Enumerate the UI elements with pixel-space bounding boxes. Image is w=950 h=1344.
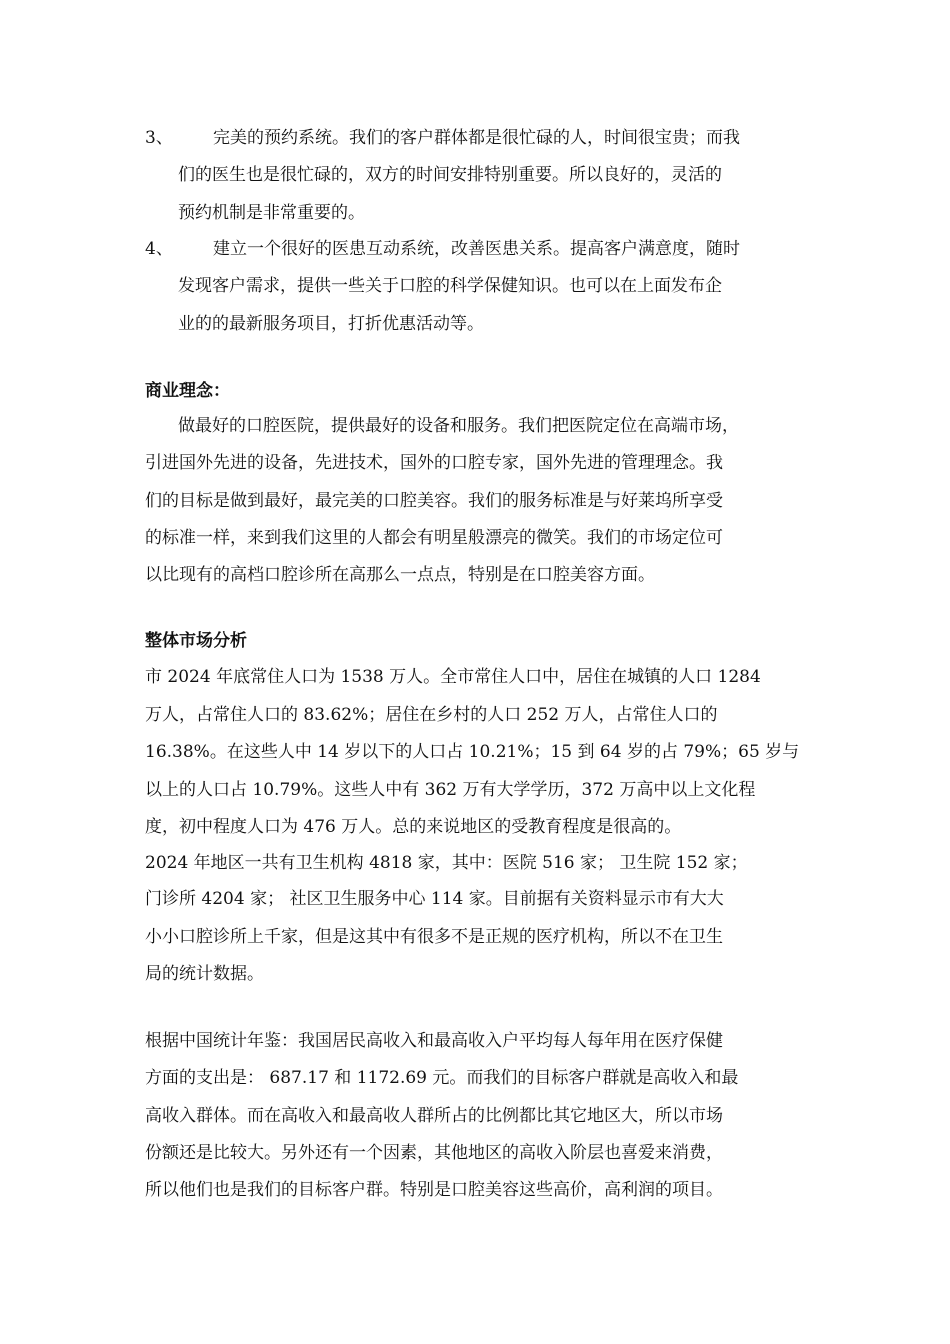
stats-line-4: 份额还是比较大。另外还有一个因素，其他地区的高收入阶层也喜爱来消费，	[145, 1143, 723, 1163]
market-line-1: 市 2024 年底常住人口为 1538 万人。全市常住人口中，居住在城镇的人口 1284	[145, 667, 761, 687]
list-item-3-line-3: 预约机制是非常重要的。	[178, 203, 365, 223]
list-number-4: 4、	[145, 239, 173, 259]
list-number-3: 3、	[145, 128, 173, 148]
market-line-7: 门诊所 4204 家； 社区卫生服务中心 114 家。目前据有关资料显示市有大大	[145, 889, 724, 909]
market-line-8: 小小口腔诊所上千家，但是这其中有很多不是正规的医疗机构，所以不在卫生	[145, 927, 723, 947]
market-line-9: 局的统计数据。	[145, 964, 264, 984]
stats-line-3: 高收入群体。而在高收入和最高收人群所占的比例都比其它地区大，所以市场	[145, 1106, 723, 1126]
market-line-4: 以上的人口占 10.79%。这些人中有 362 万有大学学历，372 万高中以上文化程	[145, 780, 756, 800]
list-item-4-line-1: 建立一个很好的医患互动系统，改善医患关系。提高客户满意度，随时	[213, 239, 740, 259]
business-line-1: 做最好的口腔医院，提供最好的设备和服务。我们把医院定位在高端市场，	[178, 416, 739, 436]
market-line-6: 2024 年地区一共有卫生机构 4818 家，其中：医院 516 家； 卫生院 152 家；	[145, 853, 748, 873]
business-line-2: 引进国外先进的设备，先进技术，国外的口腔专家，国外先进的管理理念。我	[145, 453, 723, 473]
list-item-3-line-2: 们的医生也是很忙碌的，双方的时间安排特别重要。所以良好的，灵活的	[178, 165, 722, 185]
business-line-4: 的标准一样，来到我们这里的人都会有明星般漂亮的微笑。我们的市场定位可	[145, 528, 723, 548]
stats-line-1: 根据中国统计年鉴：我国居民高收入和最高收入户平均每人每年用在医疗保健	[145, 1031, 723, 1051]
stats-line-2: 方面的支出是： 687.17 和 1172.69 元。而我们的目标客户群就是高收入和最	[145, 1068, 739, 1088]
list-item-4-line-3: 业的的最新服务项目，打折优惠活动等。	[178, 314, 484, 334]
list-item-3-line-1: 完美的预约系统。我们的客户群体都是很忙碌的人，时间很宝贵；而我	[213, 128, 740, 148]
market-line-3: 16.38%。在这些人中 14 岁以下的人口占 10.21%；15 到 64 岁的占 79%；65 岁与	[145, 742, 800, 762]
business-heading: 商业理念：	[145, 381, 230, 401]
business-line-3: 们的目标是做到最好，最完美的口腔美容。我们的服务标准是与好莱坞所享受	[145, 491, 723, 511]
business-line-5: 以比现有的高档口腔诊所在高那么一点点，特别是在口腔美容方面。	[145, 565, 655, 585]
list-item-4-line-2: 发现客户需求，提供一些关于口腔的科学保健知识。也可以在上面发布企	[178, 276, 722, 296]
market-line-5: 度，初中程度人口为 476 万人。总的来说地区的受教育程度是很高的。	[145, 817, 682, 837]
market-heading: 整体市场分析	[145, 631, 247, 651]
stats-line-5: 所以他们也是我们的目标客户群。特别是口腔美容这些高价，高利润的项目。	[145, 1180, 723, 1200]
market-line-2: 万人，占常住人口的 83.62%；居住在乡村的人口 252 万人，占常住人口的	[145, 705, 718, 725]
